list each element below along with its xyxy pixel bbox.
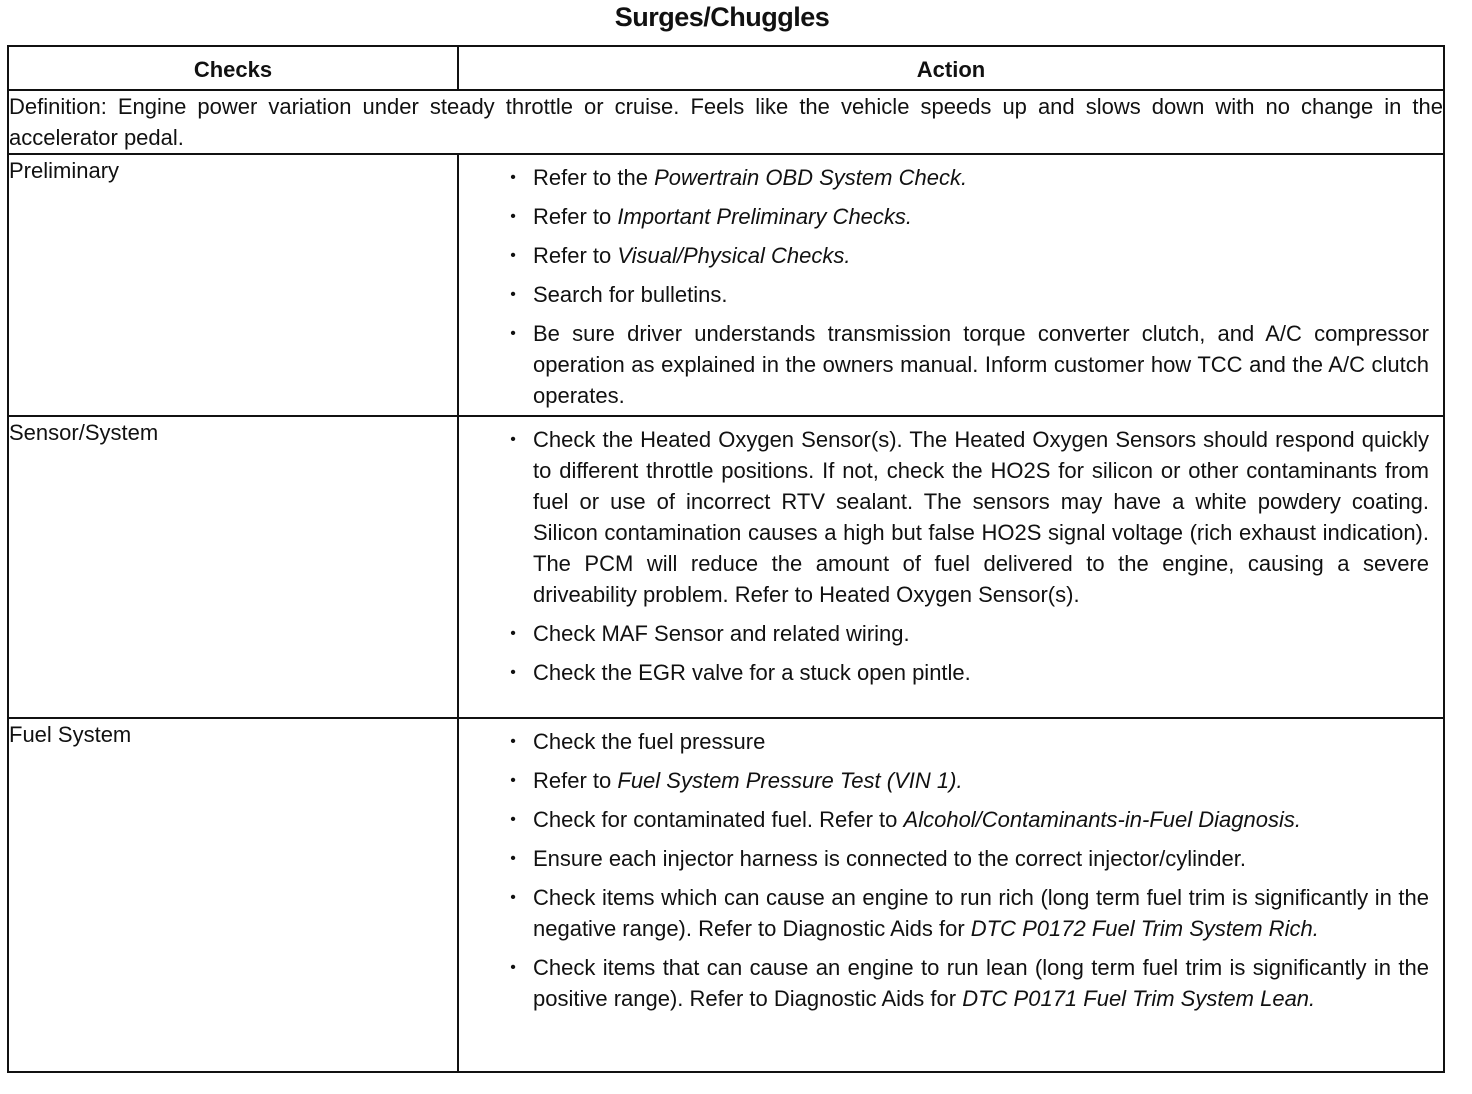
table-row bbox=[8, 154, 1444, 416]
action-item bbox=[507, 424, 1429, 610]
bullet-icon: • bbox=[510, 431, 516, 448]
action-cell bbox=[458, 154, 1444, 416]
definition-text: Definition: Engine power variation under steady throttle or cruise. Feels like the vehicle speeds up and slows down with no change in the accelerator pedal. bbox=[8, 90, 1444, 154]
action-reference: Powertrain OBD System Check. bbox=[654, 165, 968, 190]
action-text: Be sure driver understands transmission torque converter clutch, and A/C compressor operation as explained in the owners manual. Inform customer how TCC and the A/C clutch operates. bbox=[533, 321, 1429, 408]
action-cell bbox=[458, 416, 1444, 718]
definition-row bbox=[8, 90, 1444, 154]
action-item bbox=[507, 318, 1429, 411]
bullet-icon: • bbox=[510, 811, 516, 828]
bullet-icon: • bbox=[510, 664, 516, 681]
table-row bbox=[8, 416, 1444, 718]
action-text: Check the EGR valve for a stuck open pintle. bbox=[533, 660, 971, 685]
bullet-icon: • bbox=[510, 959, 516, 976]
action-text: Check the Heated Oxygen Sensor(s). The Heated Oxygen Sensors should respond quickly to different throttle positions. If not, check the HO2S for silicon or other contaminants from fuel or use of incorrect RTV sealant. The sensors may have a white powdery coating. Silicon contamination causes a high but false HO2S signal voltage (rich exhaust indication). The PCM will reduce the amount of fuel delivered to the engine, causing a severe driveability problem. Refer to Heated Oxygen Sensor(s). bbox=[533, 427, 1429, 607]
table-row bbox=[8, 718, 1444, 1072]
action-text: Check MAF Sensor and related wiring. bbox=[533, 621, 910, 646]
action-item bbox=[507, 726, 1429, 757]
action-item bbox=[507, 618, 1429, 649]
check-name: Sensor/System bbox=[8, 416, 458, 718]
action-column-header: Action bbox=[458, 46, 1444, 90]
action-text: Check items which can cause an engine to run rich (long term fuel trim is significantly in the negative range). Refer to Diagnostic Aids for bbox=[533, 885, 1429, 941]
action-item bbox=[507, 240, 1429, 271]
action-item bbox=[507, 162, 1429, 193]
action-text: Refer to bbox=[533, 204, 618, 229]
table-header-row bbox=[8, 46, 1444, 90]
bullet-icon: • bbox=[510, 169, 516, 186]
check-name: Fuel System bbox=[8, 718, 458, 1072]
bullet-icon: • bbox=[510, 625, 516, 642]
action-item bbox=[507, 201, 1429, 232]
page-title: Surges/Chuggles bbox=[614, 2, 830, 32]
action-text: Refer to bbox=[533, 768, 618, 793]
action-reference: DTC P0172 Fuel Trim System Rich. bbox=[970, 916, 1319, 941]
action-item bbox=[507, 657, 1429, 688]
action-cell bbox=[458, 718, 1444, 1072]
bullet-icon: • bbox=[510, 208, 516, 225]
action-list bbox=[459, 417, 1443, 692]
bullet-icon: • bbox=[510, 850, 516, 867]
action-item bbox=[507, 765, 1429, 796]
action-text: Refer to the bbox=[533, 165, 655, 190]
action-list bbox=[459, 719, 1443, 1018]
bullet-icon: • bbox=[510, 772, 516, 789]
action-text: Check the fuel pressure bbox=[533, 729, 766, 754]
action-reference: Alcohol/Contaminants-in-Fuel Diagnosis. bbox=[903, 807, 1301, 832]
bullet-icon: • bbox=[510, 889, 516, 906]
action-item bbox=[507, 279, 1429, 310]
action-item bbox=[507, 882, 1429, 944]
bullet-icon: • bbox=[510, 247, 516, 264]
bullet-icon: • bbox=[510, 325, 516, 342]
check-name: Preliminary bbox=[8, 154, 458, 416]
diagnosis-table bbox=[7, 45, 1445, 1073]
action-reference: Visual/Physical Checks. bbox=[617, 243, 851, 268]
action-reference: Important Preliminary Checks. bbox=[617, 204, 913, 229]
action-reference: Fuel System Pressure Test (VIN 1). bbox=[617, 768, 963, 793]
bullet-icon: • bbox=[510, 733, 516, 750]
action-list bbox=[459, 155, 1443, 415]
action-item bbox=[507, 952, 1429, 1014]
action-text: Search for bulletins. bbox=[533, 282, 728, 307]
checks-column-header: Checks bbox=[8, 46, 458, 90]
action-text: Refer to bbox=[533, 243, 618, 268]
action-text: Ensure each injector harness is connected to the correct injector/cylinder. bbox=[533, 846, 1246, 871]
action-item bbox=[507, 843, 1429, 874]
action-text: Check for contaminated fuel. Refer to bbox=[533, 807, 904, 832]
action-text: Check items that can cause an engine to run lean (long term fuel trim is significantly in the positive range). Refer to Diagnostic Aids for bbox=[533, 955, 1429, 1011]
action-reference: DTC P0171 Fuel Trim System Lean. bbox=[962, 986, 1316, 1011]
action-item bbox=[507, 804, 1429, 835]
bullet-icon: • bbox=[510, 286, 516, 303]
